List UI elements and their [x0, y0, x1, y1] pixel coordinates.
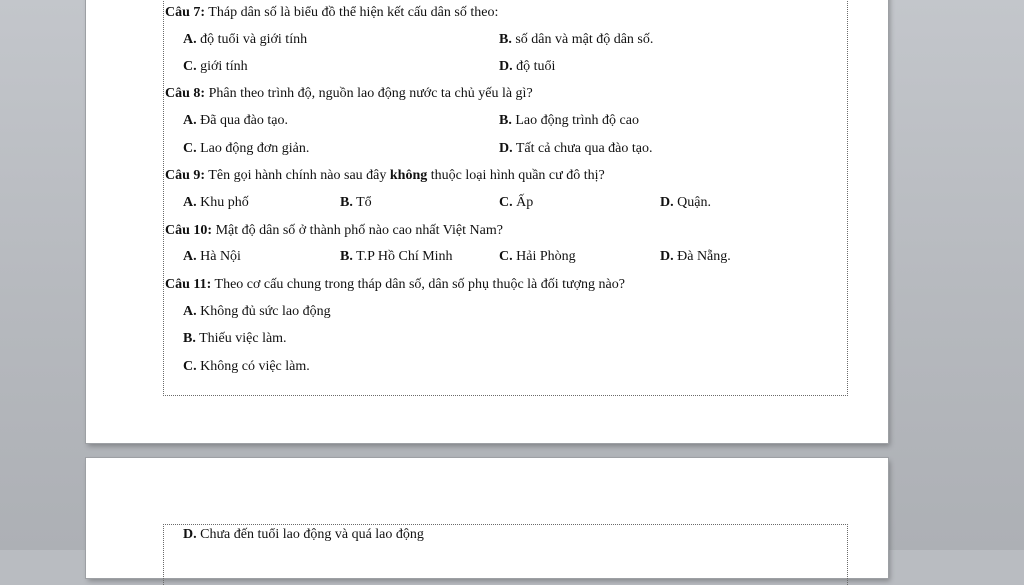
question-text-end: thuộc loại hình quần cư đô thị?: [427, 168, 605, 183]
question-8: [165, 85, 533, 103]
option-letter: A.: [183, 32, 197, 47]
option-b: [340, 248, 453, 266]
option-b: [340, 194, 372, 212]
option-a: [183, 248, 241, 266]
option-d: [660, 248, 731, 266]
question-7: [165, 4, 498, 22]
option-c: [183, 58, 248, 76]
option-c: [183, 358, 310, 376]
option-letter: D.: [660, 195, 674, 210]
option-letter: A.: [183, 113, 197, 128]
option-text: Thiếu việc làm.: [195, 331, 287, 346]
option-c: [183, 140, 309, 158]
question-number: Câu 9:: [165, 168, 206, 183]
option-letter: A.: [183, 304, 197, 319]
question-text: Tháp dân số là biểu đồ thể hiện kết cấu dân số theo:: [205, 5, 499, 20]
option-c: [499, 194, 533, 212]
option-text: Đà Nẵng.: [673, 249, 731, 264]
option-text: Chưa đến tuổi lao động và quá lao động: [196, 527, 424, 542]
option-a: [183, 303, 331, 321]
option-text: Hà Nội: [196, 249, 241, 264]
question-text: Mật độ dân số ở thành phố nào cao nhất Việt Nam?: [212, 223, 503, 238]
option-text: Hải Phòng: [512, 249, 576, 264]
option-text: Quận.: [673, 195, 711, 210]
question-number: Câu 8:: [165, 86, 206, 101]
option-letter: B.: [183, 331, 196, 346]
option-b: [183, 330, 287, 348]
option-text: Tổ: [352, 195, 372, 210]
option-d: [183, 526, 424, 544]
option-a: [183, 112, 288, 130]
option-text: Đã qua đào tạo.: [196, 113, 288, 128]
question-number: Câu 11:: [165, 277, 212, 292]
option-text: giới tính: [196, 59, 248, 74]
option-letter: D.: [499, 59, 513, 74]
option-letter: C.: [183, 141, 197, 156]
option-d: [660, 194, 711, 212]
option-letter: B.: [499, 32, 512, 47]
document-page[interactable]: [86, 458, 888, 578]
option-letter: B.: [340, 249, 353, 264]
option-text: Không có việc làm.: [196, 359, 310, 374]
text-frame: [163, 524, 848, 585]
option-letter: D.: [660, 249, 674, 264]
option-letter: C.: [183, 359, 197, 374]
option-letter: D.: [183, 527, 197, 542]
question-number: Câu 10:: [165, 223, 213, 238]
option-letter: A.: [183, 195, 197, 210]
option-letter: C.: [499, 249, 513, 264]
question-emphasis: không: [389, 168, 428, 183]
question-text: Tên gọi hành chính nào sau đây: [205, 168, 390, 183]
option-text: T.P Hồ Chí Minh: [352, 249, 453, 264]
option-text: độ tuổi: [512, 59, 556, 74]
option-text: Không đủ sức lao động: [196, 304, 331, 319]
option-c: [499, 248, 576, 266]
option-text: độ tuổi và giới tính: [196, 32, 308, 47]
option-letter: B.: [499, 113, 512, 128]
option-text: số dân và mật độ dân số.: [511, 32, 654, 47]
option-text: Ấp: [512, 195, 534, 210]
option-letter: C.: [499, 195, 513, 210]
option-b: [499, 31, 653, 49]
option-text: Lao động đơn giản.: [196, 141, 310, 156]
question-9: [165, 167, 605, 185]
question-text: Phân theo trình độ, nguồn lao động nước ta chủ yếu là gì?: [205, 86, 533, 101]
question-11: [165, 276, 625, 294]
question-number: Câu 7:: [165, 5, 206, 20]
option-text: Tất cả chưa qua đào tạo.: [512, 141, 653, 156]
option-letter: D.: [499, 141, 513, 156]
option-text: Lao động trình độ cao: [511, 113, 639, 128]
document-page[interactable]: [86, 0, 888, 443]
text-frame: [163, 0, 848, 396]
option-d: [499, 140, 653, 158]
option-letter: C.: [183, 59, 197, 74]
option-a: [183, 31, 307, 49]
option-d: [499, 58, 555, 76]
option-letter: B.: [340, 195, 353, 210]
question-text: Theo cơ cấu chung trong tháp dân số, dân số phụ thuộc là đối tượng nào?: [211, 277, 625, 292]
option-text: Khu phố: [196, 195, 249, 210]
option-a: [183, 194, 249, 212]
option-letter: A.: [183, 249, 197, 264]
question-10: [165, 222, 503, 240]
option-b: [499, 112, 639, 130]
